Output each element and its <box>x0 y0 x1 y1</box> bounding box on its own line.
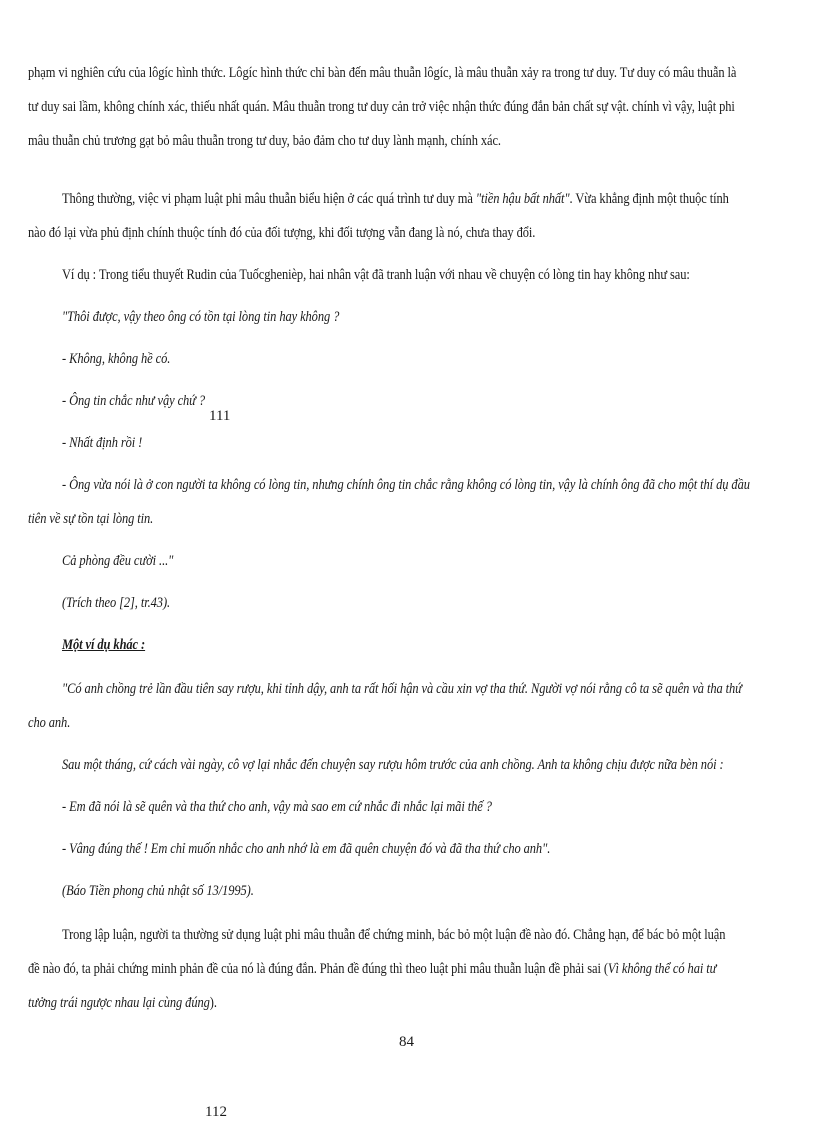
dialogue-line: "Có anh chồng trẻ lần đầu tiên say rượu, khi tỉnh dậy, anh ta rất hối hận và cầu xin vợ tha thứ. Người vợ nói rằng cô ta sẽ quên và tha thứ <box>62 680 742 697</box>
dialogue-line: tiên về sự tồn tại lòng tin. <box>28 510 154 527</box>
paragraph-text: đề nào đó, ta phải chứng minh phản đề của nó là đúng đắn. Phản đề đúng thì theo luật phi mâu thuẫn luận đề phải sai ( <box>28 960 608 977</box>
dialogue-line: - Em đã nói là sẽ quên và tha thứ cho anh, vậy mà sao em cứ nhắc đi nhắc lại mãi thế ? <box>62 798 492 815</box>
dialogue-line: Sau một tháng, cứ cách vài ngày, cô vợ lại nhắc đến chuyện say rượu hôm trước của anh chồng. Anh ta không chịu được nữa bèn nói : <box>62 756 724 773</box>
dialogue-line: - Ông tin chắc như vậy chứ ? <box>62 392 206 409</box>
paragraph-text: Thông thường, việc vi phạm luật phi mâu thuẫn biểu hiện ở các quá trình tư duy mà <box>62 190 476 207</box>
example-intro: Ví dụ : Trong tiểu thuyết Rudin của Tuốcghenièp, hai nhân vật đã tranh luận với nhau về chuyện có lòng tin hay không như sau: <box>62 266 690 283</box>
italic-phrase: Vì không thể có hai tư <box>607 960 717 977</box>
dialogue-line: - Vâng đúng thế ! Em chỉ muốn nhắc cho anh nhớ là em đã quên chuyện đó và đã tha thứ cho anh". <box>62 840 551 857</box>
dialogue-line: - Nhất định rồi ! <box>62 434 143 451</box>
citation: (Báo Tiền phong chủ nhật số 13/1995). <box>62 882 254 899</box>
stray-page-number: 111 <box>209 408 231 424</box>
paragraph-line <box>62 190 729 208</box>
dialogue-line: - Ông vừa nói là ở con người ta không có lòng tin, nhưng chính ông tin chắc rằng không có lòng tin, vậy là chính ông đã cho một thí dụ đầu <box>62 476 750 493</box>
dialogue-line: Cả phòng đều cười ..." <box>62 552 174 569</box>
paragraph-text: . Vừa khẳng định một thuộc tính <box>569 190 729 207</box>
italic-phrase: tưởng trái ngược nhau lại cùng đúng <box>28 994 210 1011</box>
paragraph-text: ). <box>209 994 217 1011</box>
paragraph-line: nào đó lại vừa phủ định chính thuộc tính đó của đối tượng, khi đối tượng vẫn đang là nó, chưa thay đổi. <box>28 224 536 241</box>
paragraph-line <box>28 994 217 1012</box>
paragraph-line: mâu thuẫn chủ trương gạt bỏ mâu thuẫn trong tư duy, bảo đảm cho tư duy lành mạnh, chính xác. <box>28 132 501 149</box>
page-number: 84 <box>399 1034 414 1050</box>
quoted-phrase: "tiền hậu bất nhất" <box>475 190 570 207</box>
section-heading: Một ví dụ khác : <box>62 636 146 653</box>
paragraph-line: phạm vi nghiên cứu của lôgíc hình thức. Lôgíc hình thức chỉ bàn đến mâu thuẫn lôgíc, là mâu thuẫn xảy ra trong tư duy. Tư duy có mâu thuẫn là <box>28 64 737 81</box>
stray-page-number: 112 <box>205 1104 227 1120</box>
citation: (Trích theo [2], tr.43). <box>62 594 171 611</box>
paragraph-line <box>28 960 716 978</box>
dialogue-line: - Không, không hề có. <box>62 350 171 367</box>
paragraph-line: Trong lập luận, người ta thường sử dụng luật phi mâu thuẫn để chứng minh, bác bỏ một luận đề nào đó. Chẳng hạn, để bác bỏ một luận <box>62 926 726 943</box>
dialogue-line: "Thôi được, vậy theo ông có tồn tại lòng tin hay không ? <box>62 308 340 325</box>
dialogue-line: cho anh. <box>28 714 71 731</box>
paragraph-line: tư duy sai lầm, không chính xác, thiếu nhất quán. Mâu thuẫn trong tư duy cản trở việc nhận thức đúng đắn bản chất sự vật. chính vì vậy, luật phi <box>28 98 735 115</box>
